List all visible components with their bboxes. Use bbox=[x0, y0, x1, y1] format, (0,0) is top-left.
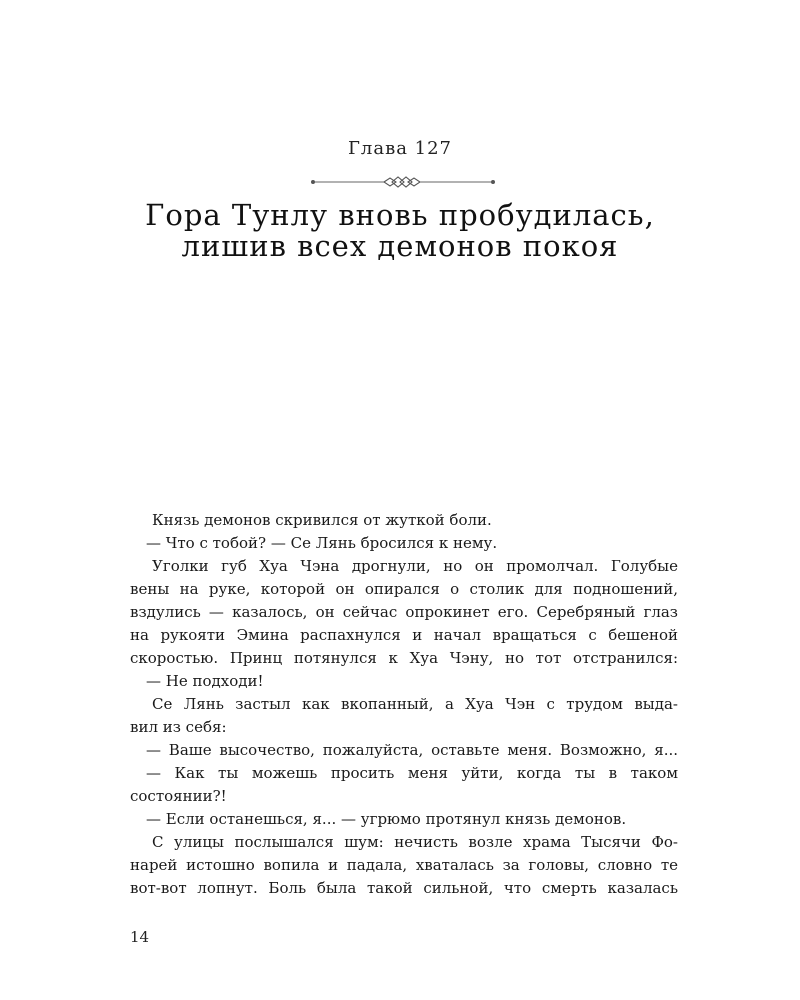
chapter-title-line-2: лишив всех демонов покоя bbox=[181, 229, 619, 263]
text-line: — Что с тобой? — Се Лянь бросился к нему. bbox=[146, 534, 498, 552]
text-line: С улицы послышался шум: нечисть возле храма Тысячи Фо- bbox=[152, 833, 678, 851]
page-number: 14 bbox=[130, 928, 150, 946]
text-line: Се Лянь застыл как вкопанный, а Хуа Чэн с трудом выда- bbox=[152, 695, 678, 713]
text-line: скоростью. Принц потянулся к Хуа Чэну, но тот отстранился: bbox=[130, 649, 678, 667]
text-line: — Как ты можешь просить меня уйти, когда ты в таком bbox=[146, 764, 678, 782]
text-line: вил из себя: bbox=[130, 718, 227, 736]
text-line: вздулись — казалось, он сейчас опрокинет его. Серебряный глаз bbox=[130, 603, 678, 621]
text-line: — Если останешься, я... — угрюмо протянул князь демонов. bbox=[146, 810, 627, 828]
text-line: нарей истошно вопила и падала, хваталась за головы, словно те bbox=[130, 856, 678, 874]
body-text bbox=[130, 509, 678, 900]
chapter-label: Глава 127 bbox=[347, 138, 453, 159]
text-line: на рукояти Эмина распахнулся и начал вращаться с бешеной bbox=[130, 626, 678, 644]
text-line: вот-вот лопнут. Боль была такой сильной, что смерть казалась bbox=[130, 879, 678, 897]
decorative-divider-icon bbox=[310, 172, 496, 192]
text-line: вены на руке, которой он опирался о столик для подношений, bbox=[130, 580, 678, 598]
text-line: Уголки губ Хуа Чэна дрогнули, но он промолчал. Голубые bbox=[152, 557, 678, 575]
text-line: — Не подходи! bbox=[146, 672, 264, 690]
text-line: состоянии?! bbox=[130, 787, 227, 805]
text-line: Князь демонов скривился от жуткой боли. bbox=[152, 511, 492, 529]
text-line: — Ваше высочество, пожалуйста, оставьте меня. Возможно, я... bbox=[146, 741, 678, 759]
chapter-title bbox=[0, 200, 800, 262]
chapter-title-line-1: Гора Тунлу вновь пробудилась, bbox=[145, 198, 655, 232]
